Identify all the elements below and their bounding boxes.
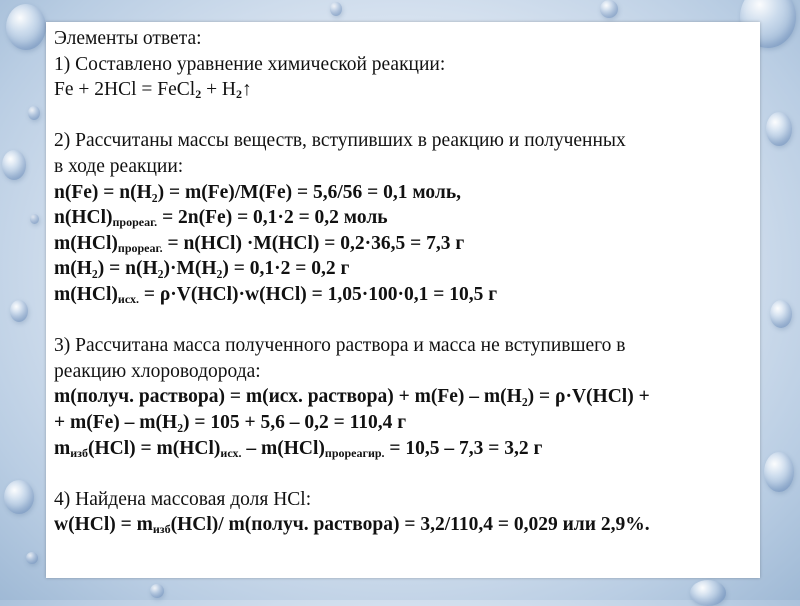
calc-subscript: исх. — [117, 291, 139, 306]
section-1-title: 1) Составлено уравнение химической реакции: — [54, 53, 446, 75]
calc-line — [54, 512, 752, 538]
water-drop-decoration — [766, 112, 792, 146]
calc-part: = ρ·V(HCl)·w(HCl) = 1,05·100·0,1 = 10,5 г — [139, 283, 498, 305]
calc-part: m(HCl) — [54, 232, 118, 254]
water-drop-decoration — [4, 480, 34, 514]
section-2-title: 2) Рассчитаны массы веществ, вступивших в реакцию и полученных — [54, 130, 626, 152]
calc-line — [54, 436, 752, 462]
calc-part: w(HCl) = m — [54, 514, 153, 536]
calc-line — [54, 231, 752, 257]
calc-line: + m(Fe) – m(H₂) = 105 + 5,6 – 0,2 = 110,4 г — [54, 411, 407, 433]
water-drop-decoration — [764, 452, 794, 492]
calc-subscript: исх. — [220, 445, 242, 460]
water-drop-decoration — [600, 0, 618, 18]
calc-line: m(H₂) = n(H₂)·M(H₂) = 0,1·2 = 0,2 г — [54, 258, 350, 280]
water-drop-decoration — [770, 300, 792, 328]
water-drop-decoration — [26, 552, 38, 564]
heading: Элементы ответа: — [54, 28, 202, 49]
water-drop-decoration — [10, 300, 28, 322]
water-drop-decoration — [28, 106, 40, 120]
calc-line: m(получ. раствора) = m(исх. раствора) + m(Fe) – m(H₂) = ρ·V(HCl) + — [54, 386, 650, 408]
calc-part: n(HCl) — [54, 207, 113, 229]
equation-subscript: 2 — [236, 87, 243, 102]
calc-part: = 2n(Fe) = 0,1·2 = 0,2 моль — [157, 207, 388, 229]
answer-sheet — [46, 22, 760, 578]
calc-line — [54, 205, 752, 231]
calc-part: = 10,5 – 7,3 = 3,2 г — [384, 437, 543, 459]
water-drop-decoration — [30, 214, 39, 224]
calc-line: n(Fe) = n(H₂) = m(Fe)/M(Fe) = 5,6/56 = 0,1 моль, — [54, 181, 462, 203]
reaction-equation — [54, 77, 752, 103]
calc-subscript: прореаг. — [117, 240, 163, 255]
equation-part: + H — [201, 79, 237, 101]
equation-part: Fe + 2HCl = FeCl — [54, 79, 196, 101]
calc-part: (HCl) = m(HCl) — [88, 437, 221, 459]
water-drop-decoration — [150, 584, 164, 598]
calc-part: m — [54, 437, 71, 459]
water-drop-decoration — [330, 2, 342, 16]
section-3-title: 3) Рассчитана масса полученного раствора и масса не вступившего в — [54, 335, 626, 357]
calc-line — [54, 282, 752, 308]
section-3-title-cont: реакцию хлороводорода: — [54, 360, 261, 382]
equation-subscript: 2 — [195, 87, 202, 102]
calc-subscript: изб — [152, 522, 171, 537]
water-drop-decoration — [6, 4, 46, 50]
calc-part: – m(HCl) — [241, 437, 325, 459]
calc-subscript: прореагир. — [324, 445, 385, 460]
water-drop-decoration — [690, 580, 726, 606]
calc-part: = n(HCl) ·M(HCl) = 0,2·36,5 = 7,3 г — [162, 232, 465, 254]
calc-part: (HCl)/ m(получ. раствора) = 3,2/110,4 = 0,029 или 2,9%. — [170, 514, 650, 536]
answer-text — [54, 26, 752, 538]
section-4-title: 4) Найдена массовая доля HCl: — [54, 488, 312, 510]
calc-subscript: изб — [70, 445, 88, 460]
gas-arrow-icon: ↑ — [242, 78, 252, 101]
calc-subscript: прореаг. — [112, 215, 158, 230]
section-2-title-cont: в ходе реакции: — [54, 155, 184, 177]
calc-part: m(HCl) — [54, 283, 118, 305]
water-drop-decoration — [2, 150, 26, 180]
